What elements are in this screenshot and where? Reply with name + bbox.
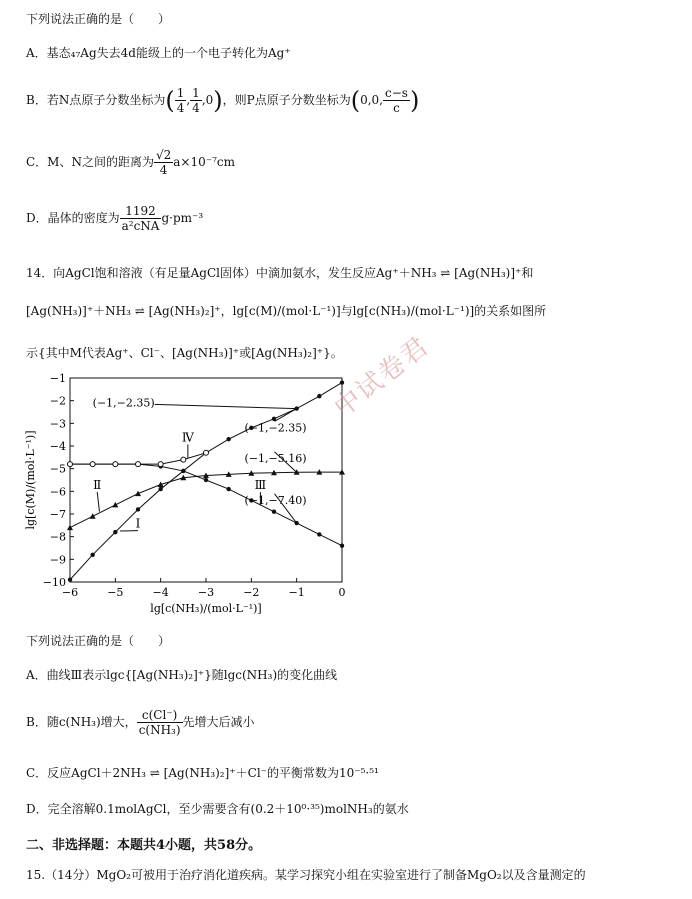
x-tick-label: −5 [107, 586, 124, 599]
q13-d-denominator: a²cNA [121, 219, 160, 233]
y-tick-label: −3 [49, 417, 66, 431]
q14-b-denominator: c(NH₃) [138, 723, 181, 737]
q14-option-d: D．完全溶解0.1molAgCl，至少需要含有(0.2＋10⁰·³⁵)molNH₃的氨水 [26, 802, 409, 816]
y-tick-label: −6 [49, 485, 66, 499]
series-point-3 [317, 532, 321, 536]
x-tick-label: −1 [288, 586, 305, 599]
series-point-1 [226, 437, 230, 441]
y-tick-label: −5 [49, 462, 66, 476]
series-point-4 [158, 462, 163, 467]
annotation-arrow [275, 409, 297, 422]
y-tick-label: −9 [49, 553, 66, 567]
curve-label-4: Ⅳ [181, 430, 194, 445]
curve-label-1: Ⅰ [135, 516, 141, 531]
series-point-4 [113, 462, 118, 467]
q13-c-prefix: C．M、N之间的距离为 [26, 155, 154, 169]
q14-line-1: 14．向AgCl饱和溶液（有足量AgCl固体）中滴加氨水，发生反应Ag⁺＋NH₃ ⇌ [Ag(NH₃)]⁺和 [26, 266, 534, 280]
x-tick-label: −2 [243, 586, 260, 599]
q13-d-suffix: g·pm⁻³ [161, 211, 204, 225]
series-point-3 [181, 469, 185, 473]
y-tick-label: −1 [49, 372, 66, 385]
series-point-3 [340, 544, 344, 548]
series-point-1 [113, 530, 117, 534]
q13-option-d [26, 204, 203, 233]
series-point-4 [181, 457, 186, 462]
q13-option-a: A．基态₄₇Ag失去4d能级上的一个电子转化为Ag⁺ [26, 46, 291, 60]
y-axis-label: lg[c(M)/(mol·L⁻¹)] [24, 430, 37, 530]
q14-line-3: 示{其中M代表Ag⁺、Cl⁻、[Ag(NH₃)]⁺或[Ag(NH₃)₂]⁺}。 [26, 346, 343, 360]
point-annotation: (−1,−5.16) [244, 451, 307, 465]
y-tick-label: −10 [42, 576, 66, 589]
point-annotation: (−1,−2.35) [92, 396, 155, 410]
curve-label-2: Ⅱ [93, 478, 102, 493]
y-tick-label: −7 [49, 508, 66, 521]
q13-stem: 下列说法正确的是（ ） [26, 12, 171, 26]
series-point-2 [135, 491, 141, 497]
point-annotation: (−1,−2.35) [244, 421, 307, 435]
q13-d-prefix: D．晶体的密度为 [26, 211, 120, 225]
y-tick-label: −4 [49, 440, 66, 453]
section-heading: 二、非选择题：本题共4小题，共58分。 [26, 838, 262, 853]
series-point-1 [136, 507, 140, 511]
series-point-2 [90, 513, 96, 519]
series-point-3 [226, 487, 230, 491]
q14-option-b [26, 708, 255, 737]
q14-chart [22, 362, 352, 624]
q13-b-prefix: B．若N点原子分数坐标为 [26, 93, 166, 107]
series-point-2 [112, 502, 118, 508]
series-point-3 [272, 510, 276, 514]
series-point-2 [67, 525, 73, 531]
y-tick-label: −2 [49, 394, 66, 408]
q13-option-b: B．若N点原子分数坐标为( $\frac{1}{4}$ , $\frac{1}{4}$ ,0)，则P点原子分数坐标为(0,0, $\frac{c-s}{c}$ ) [26, 86, 420, 115]
series-point-1 [317, 394, 321, 398]
q14-b-prefix: B．随c(NH₃)增大， [26, 715, 137, 729]
q15-text: 15.（14分）MgO₂可被用于治疗消化道疾病。某学习探究小组在实验室进行了制备MgO₂以及含量测定的 [26, 868, 586, 882]
q13-b-mid: ，则P点原子分数坐标为 [222, 93, 351, 107]
q14-option-a: A．曲线Ⅲ表示lgc{[Ag(NH₃)₂]⁺}随lgc(NH₃)的变化曲线 [26, 668, 338, 682]
q14-option-c: C．反应AgCl＋2NH₃ ⇌ [Ag(NH₃)₂]⁺＋Cl⁻的平衡常数为10⁻⁵·⁵¹ [26, 766, 379, 780]
annotation-arrow [155, 404, 297, 408]
curve-label-3: Ⅲ [254, 478, 267, 493]
watermark: 中试卷君 [328, 330, 436, 424]
series-point-1 [90, 553, 94, 557]
x-tick-label: 0 [338, 586, 346, 599]
series-point-4 [204, 450, 209, 455]
x-axis-label: lg[c(NH₃)/(mol·L⁻¹)] [150, 602, 262, 615]
x-tick-label: −4 [152, 586, 169, 599]
q14-line-2: [Ag(NH₃)]⁺＋NH₃ ⇌ [Ag(NH₃)₂]⁺，lg[c(M)/(mol·L⁻¹)]与lg[c(NH₃)/(mol·L⁻¹)]的关系如图所 [26, 304, 547, 318]
x-tick-label: −6 [61, 586, 79, 599]
series-point-3 [204, 478, 208, 482]
series-point-1 [158, 487, 162, 491]
curve-label-arrow [97, 492, 99, 512]
q13-d-numerator: 1192 [120, 204, 162, 219]
series-point-4 [136, 462, 141, 467]
series-point-4 [68, 462, 73, 467]
series-point-1 [68, 578, 72, 582]
q14-b-suffix: 先增大后减小 [182, 715, 255, 729]
q13-c-suffix: a×10⁻⁷cm [173, 155, 235, 169]
q13-option-c: C．M、N之间的距离为 $\frac{√2}{4}$ a×10⁻⁷cm [26, 148, 235, 177]
q14-b-numerator: c(Cl⁻) [137, 708, 183, 723]
y-tick-label: −8 [49, 530, 66, 544]
point-annotation: (−1,−7.40) [244, 493, 307, 507]
series-point-4 [90, 462, 95, 467]
q14-stem: 下列说法正确的是（ ） [26, 634, 171, 648]
x-tick-label: −3 [197, 586, 215, 599]
